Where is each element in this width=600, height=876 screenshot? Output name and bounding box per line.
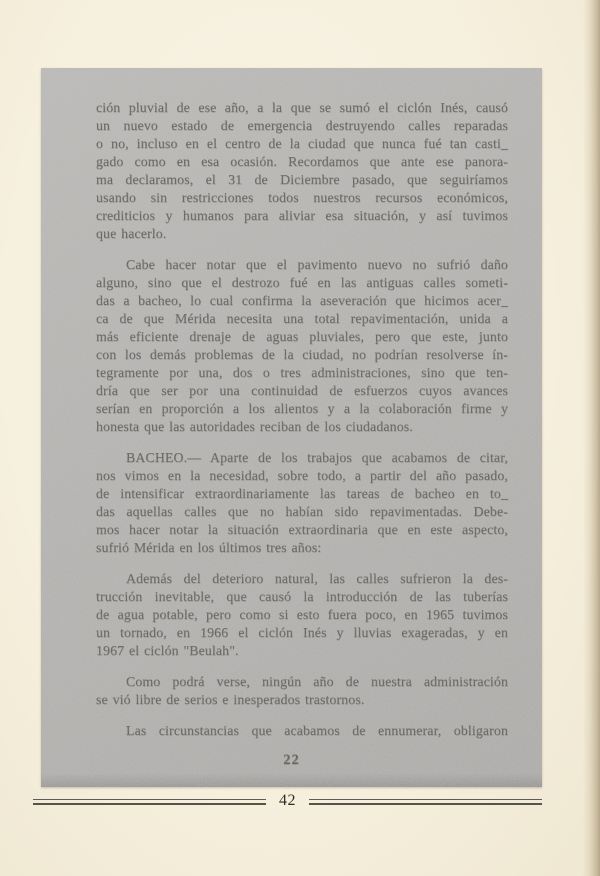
text-line: más eficiente drenaje de aguas pluviales, pero que este, junto <box>96 329 508 344</box>
text-line: trucción inevitable, que causó la introducción de las tuberías <box>96 589 508 604</box>
text-line: se vió libre de serios e inesperados trastornos. <box>96 692 365 707</box>
typewritten-text-block <box>96 99 508 740</box>
text-line: o no, incluso en el centro de la ciudad que nunca fué tan casti_ <box>96 136 508 151</box>
paragraph <box>96 673 508 709</box>
text-line: un tornado, en 1966 el ciclón Inés y lluvias exageradas, y en <box>96 625 508 640</box>
paragraph <box>96 99 508 243</box>
footer-rule-right <box>309 799 542 805</box>
footer-rule-left <box>33 799 266 805</box>
text-line: Cabe hacer notar que el pavimento nuevo no sufrió daño <box>126 257 508 272</box>
text-line: ca de que Mérida necesita una total repavimentación, unida a <box>96 311 508 326</box>
paragraph-bacheo <box>96 449 508 557</box>
text-line: alguno, sino que el destrozo fué en las antiguas calles someti- <box>96 275 508 290</box>
page-edge-shadow <box>583 0 600 876</box>
photo-page-number: 22 <box>283 752 300 768</box>
text-line: BACHEO.— Aparte de los trabajos que acabamos de citar, <box>126 450 508 465</box>
paragraph <box>96 722 508 740</box>
text-line: serían en proporción a los alientos y a la colaboración firme y <box>96 401 508 416</box>
scanned-photo <box>41 68 542 787</box>
text-line: usando sin restricciones todos nuestros recursos económicos, <box>96 190 508 205</box>
text-line: gado como en esa ocasión. Recordamos que ante ese panora- <box>96 154 508 169</box>
text-line: dría que ser por una continuidad de esfuerzos cuyos avances <box>96 383 508 398</box>
text-line: sufrió Mérida en los últimos tres años: <box>96 540 322 555</box>
text-line: Como podrá verse, ningún año de nuestra administración <box>126 674 508 689</box>
text-line: un nuevo estado de emergencia destruyendo calles reparadas <box>96 118 508 133</box>
paragraph <box>96 570 508 660</box>
text-line: de agua potable, pero como si esto fuera poco, en 1965 tuvimos <box>96 607 508 622</box>
text-line: ción pluvial de ese año, a la que se sumó el ciclón Inés, causó <box>96 100 508 115</box>
text-line: das aquellas calles que no habían sido repavimentadas. Debe- <box>96 504 508 519</box>
text-line: 1967 el ciclón "Beulah". <box>96 643 239 658</box>
book-page-number: 42 <box>279 792 296 809</box>
text-line: que hacerlo. <box>96 226 167 241</box>
text-line: nos vimos en la necesidad, sobre todo, a partir del año pasado, <box>96 468 508 483</box>
footer-pagination <box>33 793 542 810</box>
paragraph <box>96 256 508 436</box>
text-line: tegramente por una, dos o tres administraciones, sino que ten- <box>96 365 508 380</box>
text-line: Además del deterioro natural, las calles sufrieron la des- <box>126 571 508 586</box>
text-line: das a bacheo, lo cual confirma la aseveración que hicimos acer_ <box>96 293 508 308</box>
text-line: con los demás problemas de la ciudad, no podrían resolverse ín- <box>96 347 508 362</box>
text-line: ma declaramos, el 31 de Diciembre pasado, que seguiríamos <box>96 172 508 187</box>
text-line: de intensificar extraordinariamente las tareas de bacheo en to_ <box>96 486 508 501</box>
text-line: Las circunstancias que acabamos de ennumerar, obligaron <box>126 723 508 738</box>
text-line: crediticios y humanos para aliviar esa situación, y así tuvimos <box>96 208 508 223</box>
text-line: honesta que las autoridades reciban de los ciudadanos. <box>96 419 413 434</box>
text-line: mos hacer notar la situación extraordinaria que en este aspecto, <box>96 522 508 537</box>
